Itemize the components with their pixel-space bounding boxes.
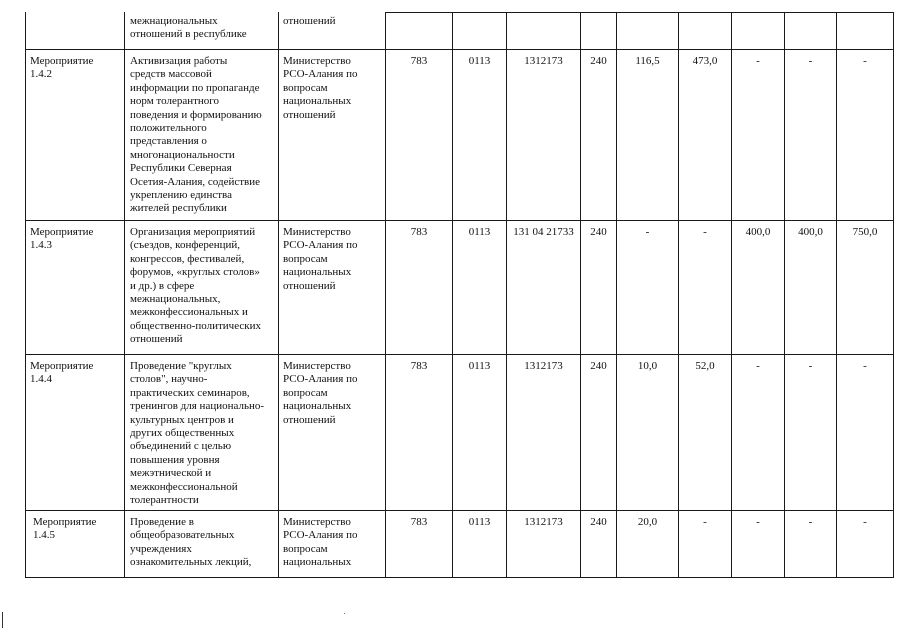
- amount-col-2: -: [679, 221, 732, 355]
- amount-col-5: -: [837, 511, 894, 578]
- grbs-code: 783: [386, 355, 453, 511]
- responsible-executor: отношений: [279, 12, 386, 50]
- section-code: 0113: [453, 355, 507, 511]
- amount-col-1: 20,0: [617, 511, 679, 578]
- target-article-code: 1312173: [507, 511, 581, 578]
- amount-col-4: -: [785, 511, 837, 578]
- responsible-executor: Министерство РСО-Алания по вопросам национальных отношений: [279, 50, 386, 221]
- amount-col-2: -: [679, 511, 732, 578]
- expense-type-code: 240: [581, 221, 617, 355]
- measure-description: Проведение "круглых столов", научно- практических семинаров, тренингов для национально- культурных центров и других общественных объединений с целью повышения уровня межэтнической и межконфессиональной толерантности: [125, 355, 279, 511]
- amount-col-5: [837, 12, 894, 50]
- grbs-code: 783: [386, 511, 453, 578]
- amount-col-1: 116,5: [617, 50, 679, 221]
- section-code: 0113: [453, 221, 507, 355]
- amount-col-5: -: [837, 50, 894, 221]
- section-code: 0113: [453, 511, 507, 578]
- amount-col-1: 10,0: [617, 355, 679, 511]
- target-article-code: 131 04 21733: [507, 221, 581, 355]
- measure-description: Проведение в общеобразовательных учреждениях ознакомительных лекций,: [125, 511, 279, 578]
- measure-description: межнациональных отношений в республике: [125, 12, 279, 50]
- measure-number: Мероприятие 1.4.4: [26, 355, 125, 511]
- amount-col-3: -: [732, 511, 785, 578]
- amount-col-5: 750,0: [837, 221, 894, 355]
- program-measures-table: [25, 12, 894, 578]
- target-article-code: 1312173: [507, 50, 581, 221]
- amount-col-3: -: [732, 50, 785, 221]
- expense-type-code: 240: [581, 355, 617, 511]
- measure-number: Мероприятие 1.4.3: [26, 221, 125, 355]
- expense-type-code: 240: [581, 511, 617, 578]
- responsible-executor: Министерство РСО-Алания по вопросам национальных отношений: [279, 355, 386, 511]
- grbs-code: 783: [386, 221, 453, 355]
- target-article-code: [507, 12, 581, 50]
- scan-dust-dot: [344, 613, 345, 614]
- amount-col-4: 400,0: [785, 221, 837, 355]
- responsible-executor: Министерство РСО-Алания по вопросам национальных отношений: [279, 221, 386, 355]
- amount-col-3: [732, 12, 785, 50]
- amount-col-1: [617, 12, 679, 50]
- responsible-executor: Министерство РСО-Алания по вопросам национальных: [279, 511, 386, 578]
- amount-col-4: -: [785, 50, 837, 221]
- measure-description: Активизация работы средств массовой информации по пропаганде норм толерантного поведения и формированию положительного представления о многонациональности Республики Северная Осетия-Алания, содействие укреплению единства жителей республики: [125, 50, 279, 221]
- measure-number: [26, 12, 125, 50]
- grbs-code: 783: [386, 50, 453, 221]
- amount-col-5: -: [837, 355, 894, 511]
- section-code: [453, 12, 507, 50]
- amount-col-3: -: [732, 355, 785, 511]
- amount-col-1: -: [617, 221, 679, 355]
- measure-number: Мероприятие 1.4.5: [26, 511, 125, 578]
- measure-number: Мероприятие 1.4.2: [26, 50, 125, 221]
- amount-col-2: 473,0: [679, 50, 732, 221]
- section-code: 0113: [453, 50, 507, 221]
- amount-col-4: -: [785, 355, 837, 511]
- expense-type-code: [581, 12, 617, 50]
- expense-type-code: 240: [581, 50, 617, 221]
- grbs-code: [386, 12, 453, 50]
- target-article-code: 1312173: [507, 355, 581, 511]
- amount-col-2: [679, 12, 732, 50]
- scan-edge-mark: [2, 612, 3, 628]
- amount-col-2: 52,0: [679, 355, 732, 511]
- amount-col-3: 400,0: [732, 221, 785, 355]
- amount-col-4: [785, 12, 837, 50]
- measure-description: Организация мероприятий (съездов, конференций, конгрессов, фестивалей, форумов, «круглых столов» и др.) в сфере межнациональных, межконфессиональных и общественно-политических отношений: [125, 221, 279, 355]
